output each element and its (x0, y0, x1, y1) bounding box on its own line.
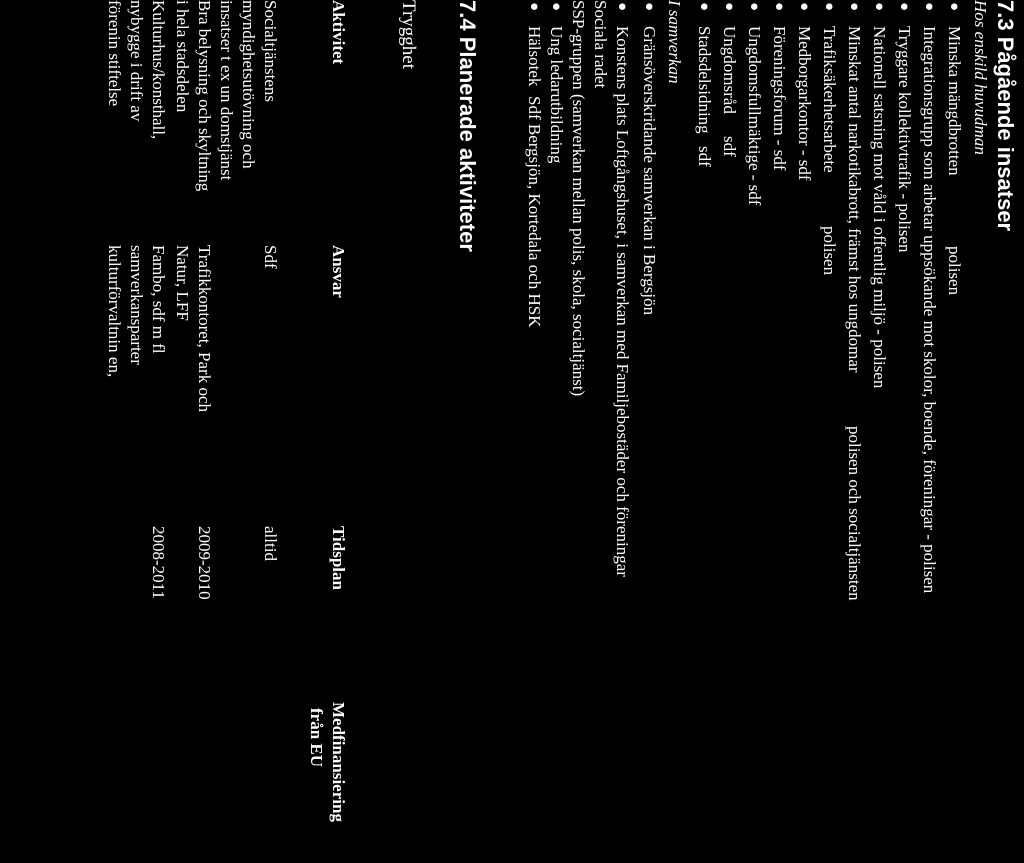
subheading-cooperation: I samverkan (665, 0, 684, 84)
subheading-individual: Hos enskild huvudman (971, 0, 990, 155)
column-header-activity: Aktivitet (329, 0, 348, 65)
list-item: SSP-gruppen (samverkan mellan polis, skola, socialtjänst) (569, 0, 588, 397)
bullet-icon: ● (821, 2, 837, 12)
bullet-icon: ● (871, 2, 887, 12)
bullet-icon: ● (548, 2, 564, 12)
column-header-timeline: Tidsplan (329, 526, 348, 590)
bullet-icon: ● (721, 2, 737, 12)
bullet-icon: ● (896, 2, 912, 12)
heading-7-3: 7.3 Pågående insatser (993, 0, 1018, 232)
column-header-eu-funding: Medfinansiering (329, 702, 348, 822)
bullet-icon: ● (771, 2, 787, 12)
category-label: Trygghet (398, 0, 419, 69)
column-header-responsible: Ansvar (329, 245, 348, 298)
bullet-icon: ● (641, 2, 657, 12)
bullet-icon: ● (846, 2, 862, 12)
column-header-eu-funding-line2: från EU (307, 708, 326, 768)
list-item-continuation: Sociala radet (591, 0, 610, 89)
bullet-icon: ● (746, 2, 762, 12)
rotated-document-page: 7.3 Pågående insatser Hos enskild huvudman ● Minska mängdbrotten polisen ● Integrationsgrupp som arbetar uppsökande mot skolor, boende, föreningar - polisen ● Tryggare kollektivtrafik - polisen ● Nationell satsning mot våld i offentlig miljö - polisen ● Minskat antal narkotikabrott, främst hos ungdomar polisen och socialtjänsten ● Trafiksäkerhetsarbete polisen ● Medborgarkontor - sdf ● Föreningsforum - sdf ● Ungdomsfullmäktige - sdf ● Ungdomsråd sdf ● Stadsdelsidning sdf I samverkan ● Gränsöverskridande samverkan i Bergsjön ● Konstens plats Loftgångshuset, i samverkan med Familjebostäder och föreningar Sociala radet SSP-gruppen (samverkan mellan polis, skola, socialtjänst) ● Ung ledarutbildning ● Hälsotek Sdf Bergsjön, Kortedala och HSK 7.4 Planerade aktiviteter Trygghet Aktivitet Ansvar Tidsplan Medfinansiering från EU Socialtjänstens myndighetsutövning och insatser t ex un domstjänst Sdf alltid Bra belysning och skyltning i hela stadsdelen Trafikkontoret, Park och Natur, LFF 2009-2010 Kulturhus/konsthall, nybygge i drift av förenin stiftelse Fambo, sdf m fl samverkansparter kulturförvaltnin en, 2008-2011 (105, 0, 1018, 822)
heading-7-4: 7.4 Planerade aktiviteter (455, 0, 480, 252)
bullet-icon: ● (796, 2, 812, 12)
bullet-icon: ● (921, 2, 937, 12)
bullet-icon: ● (614, 2, 630, 12)
bullet-icon: ● (526, 2, 542, 12)
bullet-icon: ● (696, 2, 712, 12)
bullet-icon: ● (946, 2, 962, 12)
